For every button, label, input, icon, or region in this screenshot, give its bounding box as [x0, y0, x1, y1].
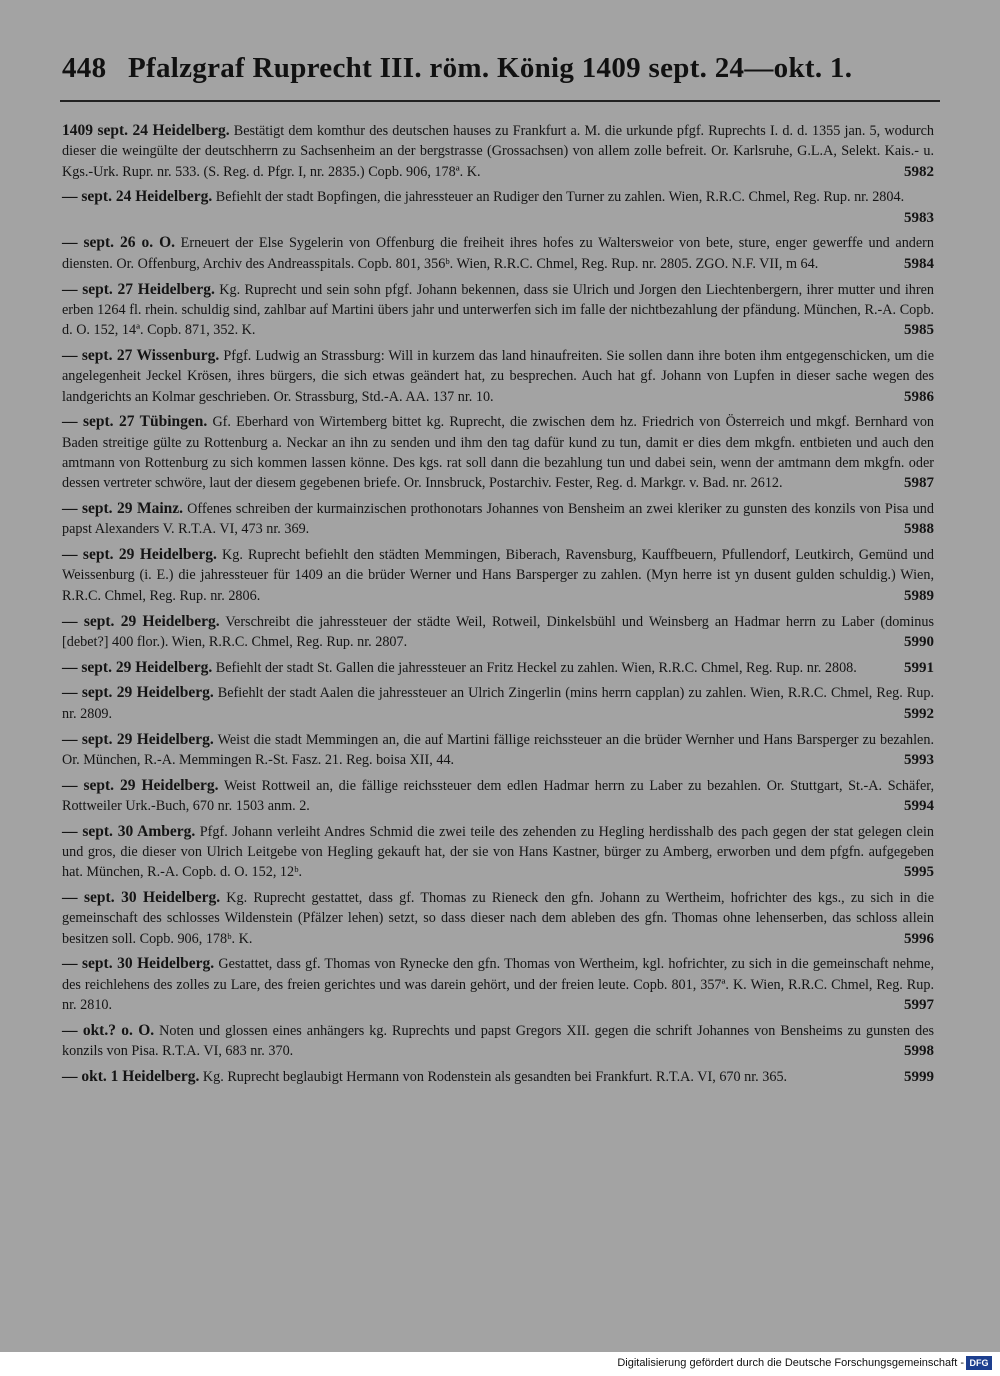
entry-date-place: — okt.? o. O. [62, 1021, 155, 1039]
entry-text: Pfgf. Johann verleiht Andres Schmid die zwei teile des zehenden zu Hegling herdisshalb des pach gegen der stat gelegen clein und gros, die dieser von Ulrich Leitgebe von Hegling gekauft hat, der sie von Hans Kastner, bürger zu Amberg, erworben und dem pfgfn. aufgegeben hat. München, R.-A. Copb. d. O. 152, 12ᵇ. [62, 823, 935, 881]
entry-text: Kg. Ruprecht gestattet, dass gf. Thomas zu Rieneck den gfn. Johann zu Wertheim, hofrichter des kgs., zu sich in die gemeinschaft des schlosses Wildenstein (Pfälzer lehen) setzt, so dass dieser nach dem ableben des gfn. Thomas ohne lehenserben, das schloss allein besitzen soll. Copb. 906, 178ᵇ. K. [62, 890, 935, 947]
entry-date-place: — sept. 24 Heidelberg. [62, 188, 213, 206]
entry-number: 5993 [904, 751, 934, 768]
entry-number: 5992 [904, 705, 934, 722]
entry-text: Kg. Ruprecht und sein sohn pfgf. Johann bekennen, dass sie Ulrich und Jorgen den Liechtenbergern, ihrer mutter und ihren erben 1264 fl. rhein. schuldig sind, zahlbar auf Martini übers jahr und unterwerfen sich im falle der nichtbezahlung der pfändung. München, R.-A. Copb. d. O. 152, 14ª. Copb. 871, 352. K. [62, 281, 935, 339]
entry-number: 5998 [904, 1043, 934, 1060]
dfg-credit-text: Digitalisierung gefördert durch die Deutsche Forschungsgemeinschaft - [617, 1357, 964, 1369]
regest-entry [62, 612, 934, 653]
entry-number: 5989 [904, 587, 934, 604]
entry-number: 5987 [904, 475, 934, 492]
regest-entry [62, 730, 934, 771]
entry-date-place: — okt. 1 Heidelberg. [62, 1067, 200, 1085]
entry-text: Gestattet, dass gf. Thomas von Rynecke den gfn. Thomas von Wertheim, kgl. hofrichter, zu sich in die gemeinschaft nehme, des reichlehens des zolles zu Lare, des freien gerichtes und was darein gehört, und der freien leute. Copb. 801, 357ª. K. Wien, R.R.C. Chmel, Reg. Rup. nr. 2810. [62, 956, 935, 1014]
entry-date-place: — sept. 29 Heidelberg. [62, 546, 217, 564]
regest-entry [62, 888, 934, 949]
entry-date-place: — sept. 29 Heidelberg. [62, 730, 214, 748]
entry-date-place: — sept. 29 Heidelberg. [62, 658, 213, 676]
entry-number: 5983 [904, 209, 934, 226]
entry-number: 5985 [904, 322, 934, 339]
entry-date-place: — sept. 30 Amberg. [62, 822, 196, 840]
page-number: 448 [62, 52, 107, 84]
regesta-list [62, 121, 934, 1093]
regest-entry [62, 683, 934, 724]
regest-entry [62, 280, 934, 341]
regest-entry [62, 1067, 934, 1087]
regest-entry [62, 499, 934, 540]
regest-entry [62, 954, 934, 1015]
entry-number: 5988 [904, 521, 934, 538]
entry-number: 5996 [904, 930, 934, 947]
entry-date-place: — sept. 27 Tübingen. [62, 413, 208, 431]
entry-number: 5991 [904, 659, 934, 676]
entry-date-place: — sept. 26 o. O. [62, 234, 176, 252]
entry-number: 5995 [904, 864, 934, 881]
entry-text: Weist die stadt Memmingen an, die auf Martini fällige reichssteuer an die brüder Wernher und Hans Barsperger zu bezahlen. Or. München, R.-A. Memmingen R.-St. Fasz. 21. Reg. boisa XII, 44. [62, 731, 934, 768]
entry-number: 5986 [904, 388, 934, 405]
regest-entry [62, 121, 934, 182]
regest-entry [62, 233, 934, 274]
entry-date-place: 1409 sept. 24 Heidelberg. [62, 122, 230, 139]
entry-number: 5994 [904, 797, 934, 814]
entry-date-place: — sept. 29 Heidelberg. [62, 612, 220, 630]
entry-date-place: — sept. 29 Mainz. [62, 500, 184, 518]
entry-date-place: — sept. 30 Heidelberg. [62, 889, 221, 907]
regest-entry [62, 1021, 934, 1062]
entry-text: Pfgf. Ludwig an Strassburg: Will in kurzem das land hinaufreiten. Sie sollen dann ihre boten ihm entgegenschicken, um die angelegenheit Jeckel Krösen, ihres bürgers, die sich etwas geändert hat, zu besprechen. Auch hat gf. Johann von Lupfen in dieser sache wegen des landgerichts an Kolmar geschrieben. Or. Strassburg, Std.-A. AA. 137 nr. 10. [62, 347, 935, 405]
entry-text: Verschreibt die jahressteuer der städte Weil, Rotweil, Dinkelsbühl und Weinsberg an Hadmar herrn zu Laber (dominus [debet?] 400 flor.). Wien, R.R.C. Chmel, Reg. Rup. nr. 2807. [62, 613, 934, 650]
entry-number: 5999 [904, 1068, 934, 1085]
entry-number: 5997 [904, 997, 934, 1014]
entry-date-place: — sept. 29 Heidelberg. [62, 776, 219, 794]
regest-entry [62, 412, 934, 493]
entry-date-place: — sept. 27 Wissenburg. [62, 346, 220, 364]
entry-text: Erneuert der Else Sygelerin von Offenburg die freiheit ihres hofes zu Waltersweior von bete, sture, enger gewerffe und andern diensten. Or. Offenburg, Archiv des Andreasspitals. Copb. 801, 356ᵇ. Wien, R.R.C. Chmel, Reg. Rup. nr. 2805. ZGO. N.F. VII, m 64. [62, 235, 935, 272]
page-header [62, 52, 942, 85]
regest-entry [62, 658, 934, 678]
entry-date-place: — sept. 30 Heidelberg. [62, 955, 215, 973]
entry-text: Befiehlt der stadt Bopfingen, die jahressteuer an Rudiger den Turner zu zahlen. Wien, R.R.C. Chmel, Reg. Rup. nr. 2804. [215, 189, 905, 206]
page-title: Pfalzgraf Ruprecht III. röm. König 1409 sept. 24—okt. 1. [127, 52, 853, 84]
regest-entry [62, 822, 934, 883]
entry-date-place: — sept. 27 Heidelberg. [62, 280, 215, 298]
regest-entry [62, 346, 934, 407]
entry-text: Offenes schreiben der kurmainzischen prothonotars Johannes von Bensheim an zwei kleriker zu gunsten des konzils von Pisa und papst Alexanders V. R.T.A. VI, 473 nr. 369. [62, 501, 934, 538]
entry-text: Befiehlt der stadt St. Gallen die jahressteuer an Fritz Heckel zu zahlen. Wien, R.R.C. Chmel, Reg. Rup. nr. 2808. [215, 659, 857, 676]
entry-number: 5990 [904, 633, 934, 650]
regest-entry [62, 776, 934, 817]
entry-text: Noten und glossen eines anhängers kg. Ruprechts und papst Gregors XII. gegen die schrift Johannes von Bensheims zu gunsten des konzils von Pisa. R.T.A. VI, 683 nr. 370. [62, 1022, 935, 1060]
regest-entry [62, 187, 934, 228]
entry-number: 5982 [904, 163, 934, 180]
entry-text: Weist Rottweil an, die fällige reichssteuer dem edlen Hadmar herrn zu Laber zu bezahlen. Or. Stuttgart, St.-A. Schäfer, Rottweiler Urk.-Buch, 670 nr. 1503 anm. 2. [62, 777, 935, 814]
regest-entry [62, 545, 934, 606]
entry-text: Bestätigt dem komthur des deutschen hauses zu Frankfurt a. M. die urkunde pfgf. Ruprechts I. d. d. 1355 jan. 5, wodurch dieser die weingülte der deutschherrn zu Sachsenheim an der bergstrasse (Grossachsen) von allem zolle befreit. Or. Karlsruhe, G.L.A, Selekt. Kais.- u. Kgs.-Urk. Rupr. nr. 533. (S. Reg. d. Pfgr. I, nr. 2835.) Copb. 906, 178ª. K. [62, 123, 935, 180]
dfg-logo: DFG [966, 1356, 992, 1370]
entry-text: Kg. Ruprecht befiehlt den städten Memmingen, Biberach, Ravensburg, Kauffbeuern, Pfullendorf, Leutkirch, Gemünd und Weissenburg (i. E.) die jahressteuer für 1409 an die brüder Werner und Hans Barsperger zu zahlen. (Myn herre ist yn dusent gulden schuldig.) Wien, R.R.C. Chmel, Reg. Rup. nr. 2806. [62, 547, 935, 604]
entry-text: Gf. Eberhard von Wirtemberg bittet kg. Ruprecht, die zwischen dem hz. Friedrich von Österreich und mkgf. Bernhard von Baden streitige gülte zu Rottenburg a. Neckar an ihn zu senden und ihm den tag dafür kund zu tun, damit er dies dem mkgfn. entbieten und auch den amtmann von Rottenburg zu sich kommen lassen könne. Des kgs. rat soll dann die bezahlung tun und dabei sein, wenn der amtmann dem mkgfn. oder dessen vertreter schwöre, laut der diesem gegebenen briefe. Or. Innsbruck, Postarchiv. Fester, Reg. d. Markgr. v. Bad. nr. 2612. [62, 414, 935, 492]
entry-text: Befiehlt der stadt Aalen die jahressteuer an Ulrich Zingerlin (mins herrn capplan) zu zahlen. Wien, R.R.C. Chmel, Reg. Rup. nr. 2809. [62, 685, 934, 722]
entry-number: 5984 [904, 255, 934, 272]
entry-text: Kg. Ruprecht beglaubigt Hermann von Rodenstein als gesandten bei Frankfurt. R.T.A. VI, 670 nr. 365. [202, 1068, 788, 1085]
header-rule [60, 100, 940, 102]
entry-date-place: — sept. 29 Heidelberg. [62, 684, 214, 702]
